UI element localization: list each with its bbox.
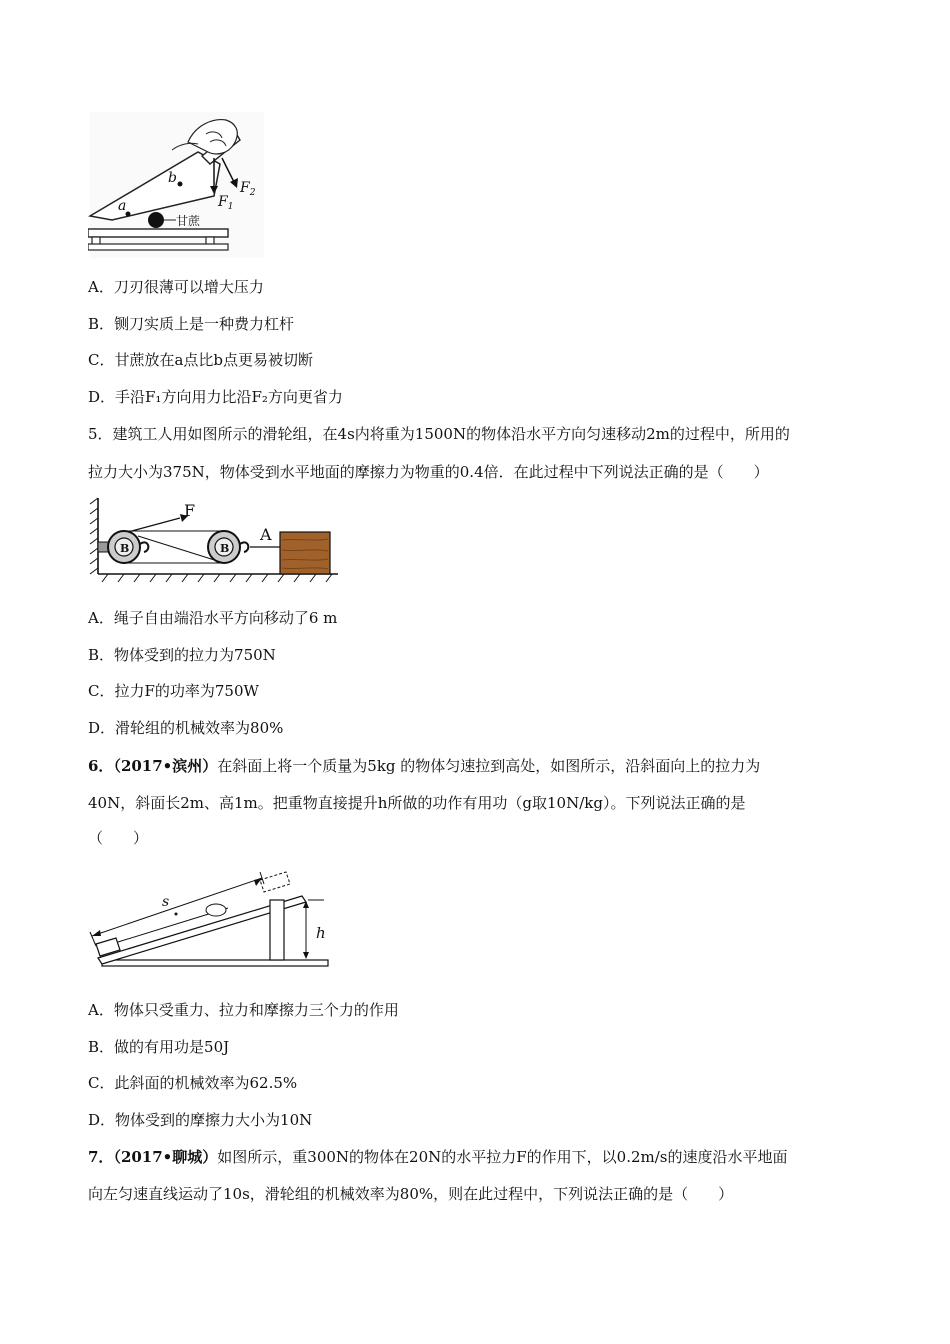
q5-option-a: A．绳子自由端沿水平方向移动了6 m [88,609,338,627]
svg-text:F1: $F_1$ [218,194,234,212]
q4-option-d: D．手沿F₁方向用力比沿F₂方向更省力 [88,388,343,406]
q5-stem-line2: 拉力大小为375N，物体受到水平地面的摩擦力为物重的0.4倍．在此过程中下列说法正确的是（ ） [88,463,769,481]
length-s-label: s [162,894,170,910]
sugarcane-dot [148,212,164,228]
q6-stem-line1: 6．（2017•滨州）在斜面上将一个质量为5kg 的物体匀速拉到高处，如图所示，沿斜面向上的拉力为 [88,757,761,775]
q6-source: （2017•滨州） [113,757,218,775]
height-h-label: h [316,924,326,942]
q4-option-a: A．刀刃很薄可以增大压力 [88,278,264,296]
q6-option-a: A．物体只受重力、拉力和摩擦力三个力的作用 [88,1001,399,1019]
figure-pulley-block [88,494,338,586]
q5-option-b: B．物体受到的拉力为750N [88,646,276,664]
q5-stem-line1: 5．建筑工人用如图所示的滑轮组，在4s内将重为1500N的物体沿水平方向匀速移动2m的过程中，所用的 [88,425,790,443]
figure-sugarcane-cutter [88,112,268,260]
svg-text:B: B [220,542,230,555]
q4-option-b: B．铡刀实质上是一种费力杠杆 [88,315,295,333]
force-f2-label: F [240,180,250,196]
point-a-label: A [260,525,272,544]
q7-stem-line2: 向左匀速直线运动了10s，滑轮组的机械效率为80%，则在此过程中，下列说法正确的是（ ） [88,1185,734,1203]
q6-option-b: B．做的有用功是50J [88,1038,230,1056]
q5-option-d: D．滑轮组的机械效率为80% [88,719,284,737]
point-a-label: a [118,198,127,214]
svg-text:B: B [120,542,130,555]
point-b-label: b [168,170,177,186]
q5-option-c: C．拉力F的功率为750W [88,682,259,700]
sugarcane-label: 甘蔗 [176,214,201,228]
force-f1-label: F [218,194,228,210]
q4-option-c: C．甘蔗放在a点比b点更易被切断 [88,351,314,369]
figure-inclined-plane [88,866,333,970]
force-f-label: F [184,501,196,520]
q7-source: （2017•聊城） [113,1148,218,1166]
q6-stem-line3: （ ） [88,829,149,847]
q7-stem-line1: 7．（2017•聊城）如图所示，重300N的物体在20N的水平拉力F的作用下，以0.2m/s的速度沿水平地面 [88,1148,788,1166]
q6-option-c: C．此斜面的机械效率为62.5% [88,1074,298,1092]
q7-number: 7． [88,1148,114,1166]
q6-number: 6． [88,757,114,775]
q6-option-d: D．物体受到的摩擦力大小为10N [88,1111,313,1129]
q6-stem-line2: 40N，斜面长2m、高1m。把重物直接提升h所做的功作有用功（g取10N/kg）。下列说法正确的是 [88,794,746,812]
svg-text:F2: $F_2$ [240,180,256,198]
